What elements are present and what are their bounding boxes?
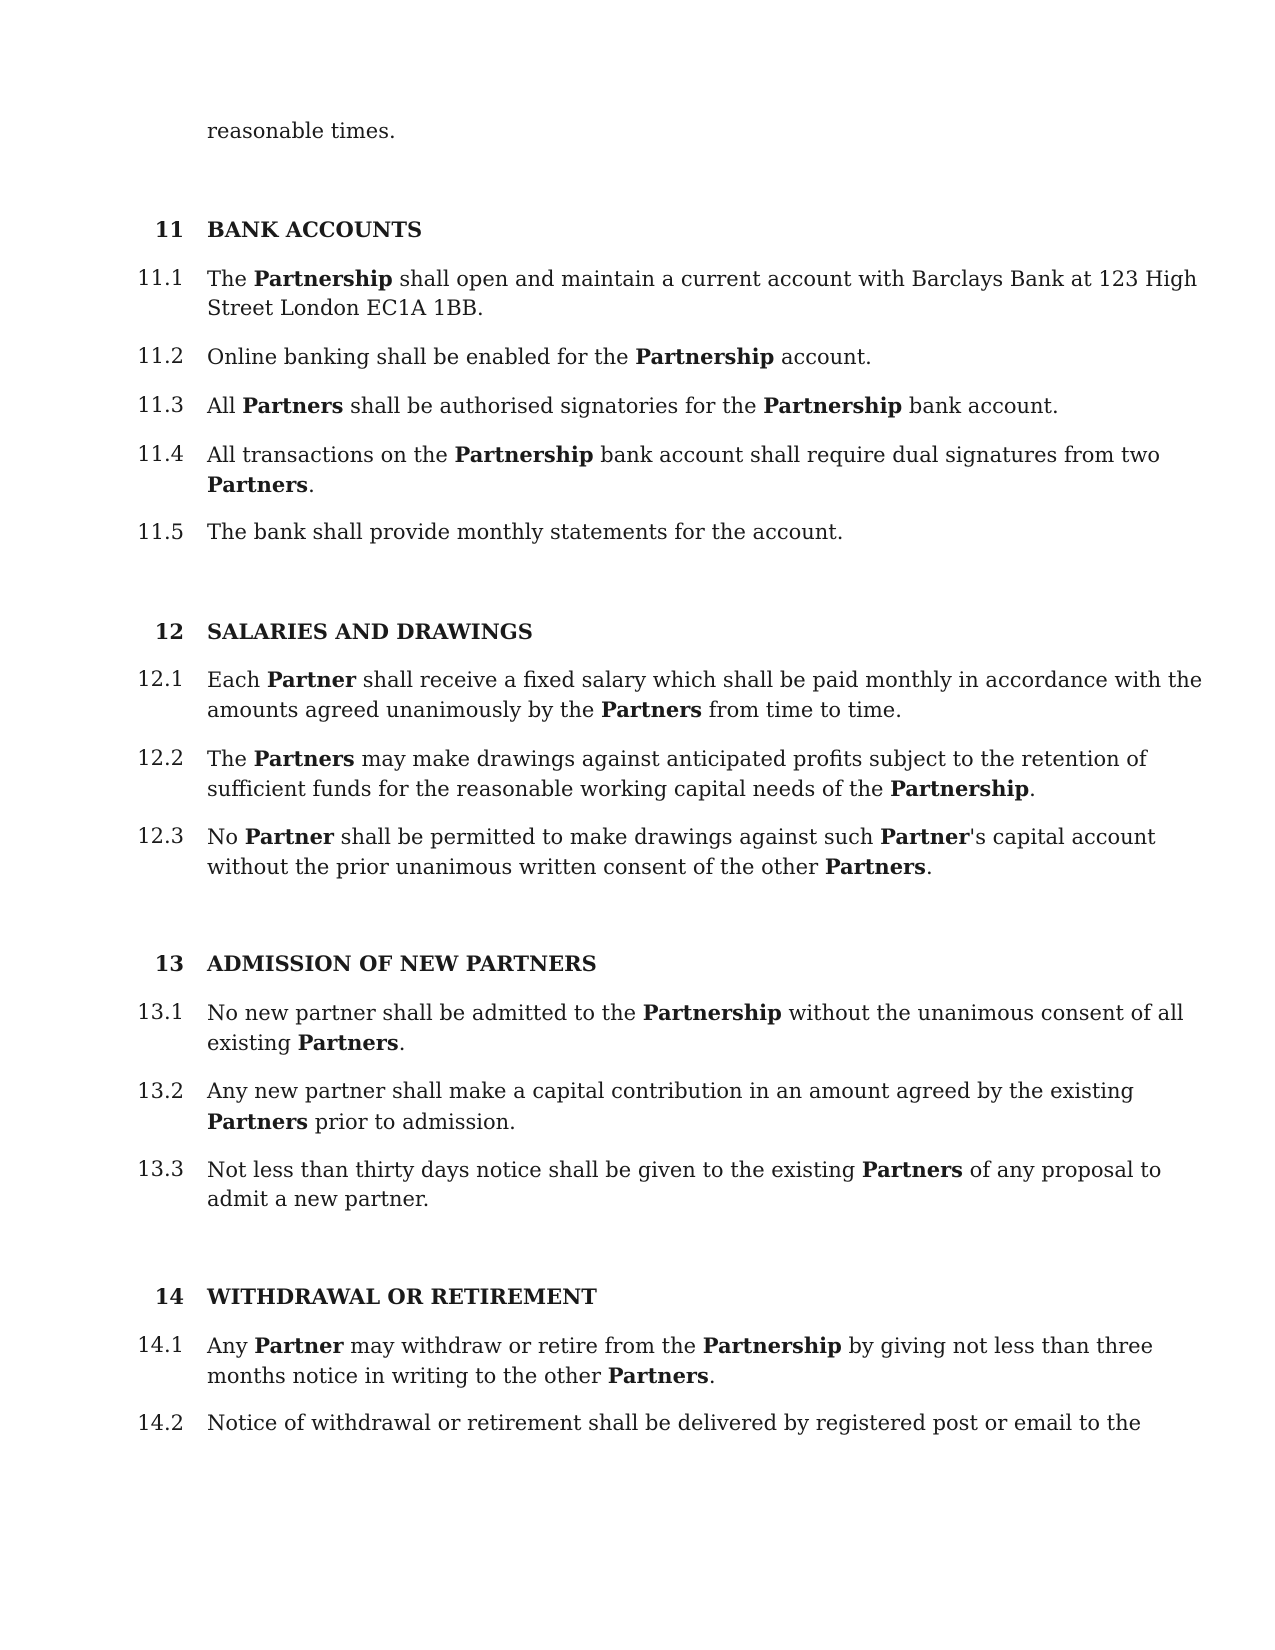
clause-text: months notice in writing to the other (207, 1364, 608, 1388)
section-number: 13 (154, 951, 184, 976)
clause-number: 13.1 (137, 1000, 184, 1024)
clause-number: 11.1 (137, 266, 184, 290)
clause-text-line (207, 1027, 405, 1059)
defined-term: Partners (607, 1363, 709, 1388)
clause-text: without the unanimous consent of all (781, 1001, 1184, 1025)
clause-text: sufficient funds for the reasonable working capital needs of the (207, 777, 891, 801)
clause-number: 13.2 (137, 1079, 184, 1103)
clause-number: 11.2 (137, 344, 184, 368)
defined-term: Partnership (763, 393, 903, 418)
clause-text: admit a new partner. (207, 1187, 430, 1211)
defined-term: Partner (880, 824, 970, 849)
clause-text-line (207, 997, 1184, 1029)
clause-text: The (207, 267, 254, 291)
continuation-text: reasonable times. (207, 119, 396, 143)
clause-number: 12.2 (137, 746, 184, 770)
clause-text-line (207, 1106, 516, 1138)
defined-term: Partners (297, 1030, 399, 1055)
defined-term: Partners (253, 746, 355, 771)
clause-number: 14.2 (137, 1411, 184, 1435)
clause-text: from time to time. (702, 698, 902, 722)
section-heading: SALARIES AND DRAWINGS (207, 619, 533, 644)
clause-text-line (207, 1076, 1134, 1107)
clause-text: No (207, 825, 245, 849)
section-number: 11 (154, 217, 184, 242)
clause-text: existing (207, 1031, 298, 1055)
clause-text-line (207, 517, 843, 548)
clause-text: account. (774, 345, 872, 369)
section-number: 12 (154, 619, 184, 644)
defined-term: Partners (242, 393, 344, 418)
clause-number: 12.1 (137, 667, 184, 691)
clause-text-line (207, 1408, 1141, 1439)
defined-term: Partnership (890, 776, 1030, 801)
defined-term: Partner (254, 1333, 344, 1358)
clause-text: shall be authorised signatories for the (343, 394, 764, 418)
clause-number: 11.5 (137, 520, 184, 544)
clause-text: Each (207, 668, 267, 692)
clause-text: . (708, 1364, 716, 1388)
defined-term: Partnership (454, 442, 594, 467)
clause-text: The bank shall provide monthly statements for the account. (207, 520, 844, 544)
defined-term: Partners (824, 854, 926, 879)
clause-text: 's capital account (969, 825, 1156, 849)
defined-term: Partnership (253, 266, 393, 291)
defined-term: Partner (244, 824, 334, 849)
defined-term: Partners (207, 1109, 309, 1134)
defined-term: Partners (600, 697, 703, 722)
clause-text-line (207, 694, 902, 726)
clause-number: 13.3 (137, 1157, 184, 1181)
clause-text-line (207, 821, 1156, 853)
clause-text: Online banking shall be enabled for the (207, 345, 636, 369)
clause-text: bank account. (902, 394, 1059, 418)
section-heading: WITHDRAWAL OR RETIREMENT (207, 1284, 597, 1309)
clause-text: amounts agreed unanimously by the (207, 698, 601, 722)
clause-text-line (207, 1154, 1161, 1186)
clause-text: . (925, 855, 933, 879)
clause-text: bank account shall require dual signatures from two (593, 443, 1161, 467)
clause-text: All transactions on the (207, 443, 455, 467)
clause-text: shall receive a fixed salary which shall be paid monthly in accordance with the (356, 668, 1203, 692)
clause-text-line (207, 390, 1059, 422)
clause-text-line (207, 1330, 1153, 1362)
clause-text-line (207, 293, 484, 324)
clause-text: . (398, 1031, 406, 1055)
defined-term: Partnership (642, 1000, 782, 1025)
section-heading: BANK ACCOUNTS (207, 217, 423, 242)
defined-term: Partners (861, 1157, 963, 1182)
clause-text: may make drawings against anticipated profits subject to the retention of (354, 747, 1147, 771)
clause-text: Street London EC1A 1BB. (207, 296, 484, 320)
clause-text: . (1029, 777, 1036, 801)
clause-number: 11.3 (137, 393, 184, 417)
defined-term: Partner (266, 667, 357, 692)
clause-text: Any new partner shall make a capital contribution in an amount agreed by the existing (207, 1079, 1134, 1103)
clause-text-line (207, 1184, 429, 1215)
clause-number: 14.1 (137, 1333, 184, 1357)
clause-text: of any proposal to (963, 1158, 1162, 1182)
clause-text: shall be permitted to make drawings against such (334, 825, 881, 849)
section-number: 14 (154, 1284, 184, 1309)
clause-text: without the prior unanimous written consent of the other (207, 855, 825, 879)
clause-text-line (207, 1360, 716, 1392)
clause-text-line (207, 851, 933, 883)
clause-text: . (308, 473, 315, 497)
clause-text: may withdraw or retire from the (343, 1334, 703, 1358)
clause-text-line (207, 469, 315, 501)
clause-text: No new partner shall be admitted to the (207, 1001, 643, 1025)
clause-text: Any (207, 1334, 255, 1358)
clause-text: Not less than thirty days notice shall be given to the existing (207, 1158, 862, 1182)
clause-text: Notice of withdrawal or retirement shall be delivered by registered post or email to the (207, 1411, 1142, 1435)
clause-text: The (207, 747, 254, 771)
clause-text-line (207, 341, 872, 373)
clause-text: prior to admission. (308, 1110, 516, 1134)
section-heading: ADMISSION OF NEW PARTNERS (207, 951, 597, 976)
clause-text-line (207, 743, 1147, 775)
clause-text-line (207, 773, 1036, 805)
clause-number: 12.3 (137, 824, 184, 848)
clause-text: shall open and maintain a current account with Barclays Bank at 123 High (392, 267, 1198, 291)
clause-text: All (207, 394, 243, 418)
clause-number: 11.4 (137, 442, 184, 466)
defined-term: Partners (207, 472, 309, 497)
defined-term: Partnership (635, 344, 775, 369)
defined-term: Partnership (702, 1333, 842, 1358)
clause-text-line (207, 263, 1197, 295)
clause-text-line (207, 439, 1160, 471)
clause-text-line (207, 664, 1202, 696)
clause-text: by giving not less than three (841, 1334, 1154, 1358)
